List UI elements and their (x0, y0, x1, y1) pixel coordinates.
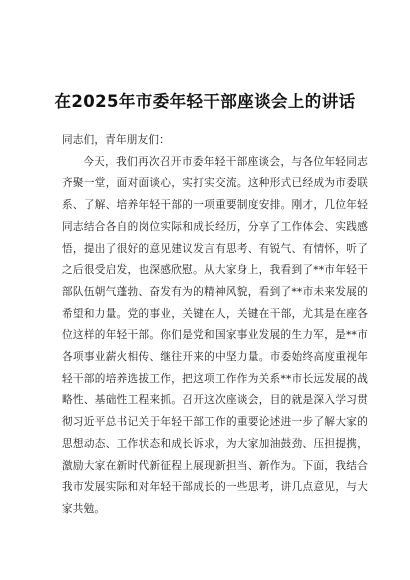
paragraph: 今天，我们再次召开市委年轻干部座谈会，与各位年轻同志齐聚一堂，面对面谈心，实打实交流。这种形式已经成为市委联系、了解、培养年轻干部的一项重要制度安排。刚才，几位年轻同志结合各自的岗位实际和成长经历，分享了工作体会、实践感悟，提出了很好的意见建议发言有思考、有锐气、有情怀，听了之后很受启发，也深感欣慰。从大家身上，我看到了**市年轻干部队伍朝气蓬勃、奋发有为的精神风貌，看到了**市未来发展的希望和力量。党的事业，关键在人，关键在干部，尤其是在座各位这样的年轻干部。你们是党和国家事业发展的生力军，是**市各项事业薪火相传、继往开来的中坚力量。市委始终高度重视年轻干部的培养选拔工作，把这项工作作为关系**市长远发展的战略性、基础性工程来抓。召开这次座谈会，目的就是深入学习贯彻习近平总书记关于年轻干部工作的重要论述进一步了解大家的思想动态、工作状态和成长诉求，为大家加油鼓劲、压担提携，激励大家在新时代新征程上展现新担当、新作为。下面，我结合我市发展实际和对年轻干部成长的一些思考，讲几点意见，与大家共勉。 (62, 155, 368, 515)
salutation: 同志们，青年朋友们： (62, 134, 170, 146)
document-title: 在2025年市委年轻干部座谈会上的讲话 (54, 92, 356, 111)
document-body (62, 130, 368, 521)
